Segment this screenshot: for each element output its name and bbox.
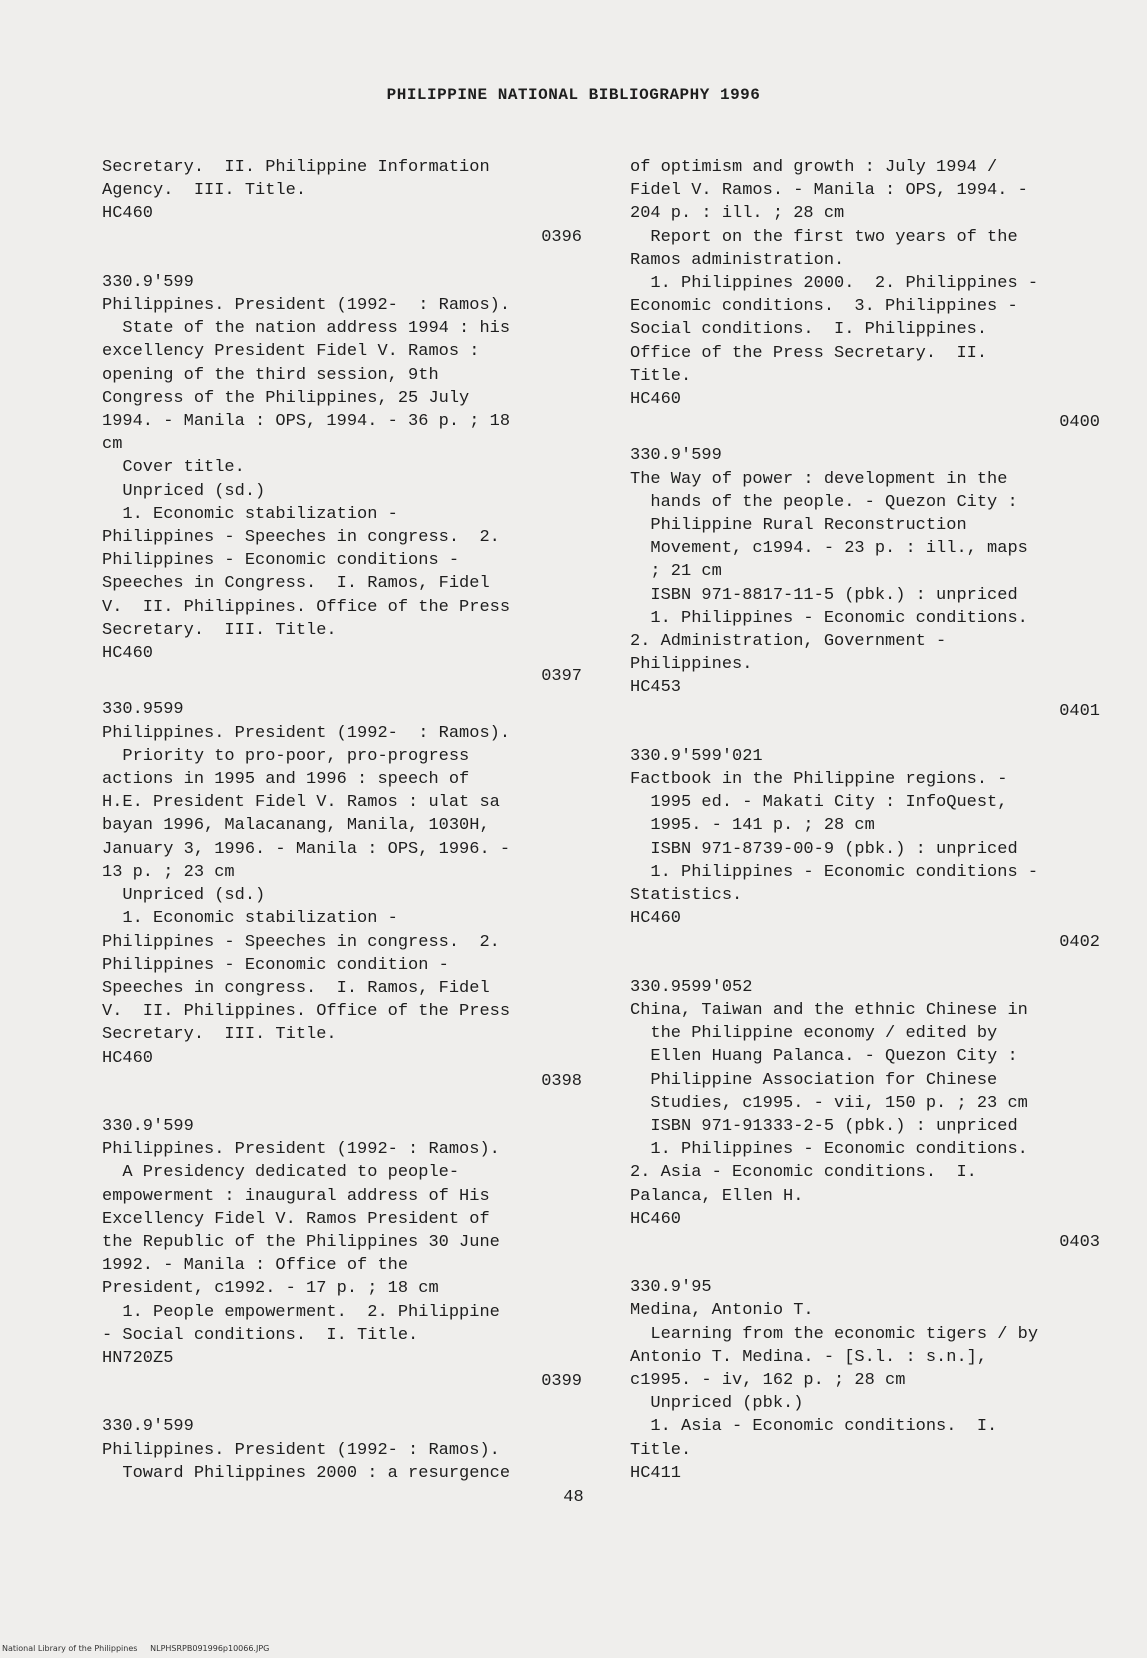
text-line: Congress of the Philippines, 25 July	[102, 388, 470, 408]
entry-continuation	[102, 156, 582, 249]
class-number: 330.9'95	[630, 1278, 712, 1298]
entry-number: 0403	[1059, 1232, 1100, 1252]
bib-entry	[630, 1276, 1100, 1485]
text-line: Secretary. II. Philippine Information	[102, 158, 490, 177]
text-line: HC411	[630, 1463, 682, 1483]
text-line: V. II. Philippines. Office of the Press	[102, 1002, 511, 1022]
bib-entry	[102, 271, 582, 689]
scan-footer: National Library of the Philippines NLPHSRPB091996p10066.JPG	[2, 1644, 270, 1653]
text-line: 1995 ed. - Makati City : InfoQuest,	[630, 793, 1008, 813]
text-line: of optimism and growth : July 1994 /	[630, 158, 998, 177]
text-line: Movement, c1994. - 23 p. : ill., maps	[630, 539, 1028, 559]
text-line: Economic conditions. 3. Philippines -	[630, 297, 1018, 317]
text-line: ISBN 971-8739-00-9 (pbk.) : unpriced	[630, 839, 1018, 859]
class-number: 330.9599'052	[630, 977, 753, 997]
text-line: Antonio T. Medina. - [S.l. : s.n.],	[630, 1347, 988, 1367]
entry-number: 0397	[541, 667, 582, 687]
text-line: - Social conditions. I. Title.	[102, 1325, 419, 1345]
text-line: President, c1992. - 17 p. ; 18 cm	[102, 1279, 439, 1299]
text-line: Excellency Fidel V. Ramos President of	[102, 1209, 490, 1229]
entry-number: 0401	[1059, 701, 1100, 721]
text-line: 1995. - 141 p. ; 28 cm	[630, 816, 875, 836]
text-line: Philippines. President (1992- : Ramos).	[102, 296, 511, 316]
text-line: Philippines - Speeches in congress. 2.	[102, 932, 500, 952]
class-number: 330.9599	[102, 700, 184, 720]
text-line: 1994. - Manila : OPS, 1994. - 36 p. ; 18	[102, 412, 511, 432]
text-line: 1. Asia - Economic conditions. I.	[630, 1417, 998, 1437]
text-line: HC460	[102, 644, 154, 664]
text-line: HC460	[102, 204, 154, 224]
text-line: ISBN 971-91333-2-5 (pbk.) : unpriced	[630, 1116, 1018, 1136]
text-line: Priority to pro-poor, pro-progress	[102, 746, 470, 766]
text-line: ; 21 cm	[630, 562, 722, 582]
text-line: 1. Philippines - Economic conditions.	[630, 608, 1028, 628]
text-line: hands of the people. - Quezon City :	[630, 492, 1018, 512]
page-header: PHILIPPINE NATIONAL BIBLIOGRAPHY 1996	[386, 86, 761, 104]
text-line: State of the nation address 1994 : his	[102, 319, 511, 339]
text-line: Learning from the economic tigers / by	[630, 1324, 1039, 1344]
text-line: 1. Philippines - Economic conditions -	[630, 862, 1039, 882]
text-line: Philippines.	[630, 655, 753, 675]
text-line: Office of the Press Secretary. II.	[630, 343, 988, 363]
text-line: Ellen Huang Palanca. - Quezon City :	[630, 1047, 1018, 1067]
text-line: 1. Economic stabilization -	[102, 909, 398, 929]
text-line: Title.	[630, 366, 692, 386]
text-line: Report on the first two years of the	[630, 227, 1018, 247]
text-line: Fidel V. Ramos. - Manila : OPS, 1994. -	[630, 181, 1028, 201]
text-line: Palanca, Ellen H.	[630, 1186, 804, 1206]
text-line: HN720Z5	[102, 1348, 174, 1368]
text-line: Secretary. III. Title.	[102, 1025, 337, 1045]
text-line: Unpriced (sd.)	[102, 481, 266, 501]
text-line: Unpriced (sd.)	[102, 886, 266, 906]
text-line: Unpriced (pbk.)	[630, 1394, 804, 1414]
class-number: 330.9'599'021	[630, 746, 763, 766]
text-line: 1. Economic stabilization -	[102, 504, 398, 524]
text-line: Social conditions. I. Philippines.	[630, 320, 988, 340]
text-line: bayan 1996, Malacanang, Manila, 1030H,	[102, 816, 490, 836]
text-line: Secretary. III. Title.	[102, 620, 337, 640]
page-number: 48	[563, 1488, 584, 1507]
text-line: ISBN 971-8817-11-5 (pbk.) : unpriced	[630, 585, 1018, 605]
text-line: Philippines. President (1992- : Ramos).	[102, 723, 511, 743]
text-line: Toward Philippines 2000 : a resurgence	[102, 1463, 511, 1483]
text-line: empowerment : inaugural address of His	[102, 1186, 490, 1206]
left-column	[102, 156, 582, 1485]
text-line: 1. People empowerment. 2. Philippine	[102, 1302, 500, 1322]
text-line: Title.	[630, 1440, 692, 1460]
text-line: excellency President Fidel V. Ramos :	[102, 342, 480, 362]
text-line: Philippines - Economic conditions -	[102, 551, 460, 571]
bib-entry	[102, 1115, 582, 1393]
text-line: Philippines - Speeches in congress. 2.	[102, 528, 500, 548]
class-number: 330.9'599	[630, 446, 722, 466]
text-line: Speeches in congress. I. Ramos, Fidel	[102, 978, 490, 998]
text-line: opening of the third session, 9th	[102, 365, 439, 385]
right-column	[630, 156, 1100, 1485]
text-line: China, Taiwan and the ethnic Chinese in	[630, 1000, 1028, 1020]
text-line: the Republic of the Philippines 30 June	[102, 1232, 500, 1252]
text-line: January 3, 1996. - Manila : OPS, 1996. -	[102, 839, 511, 859]
text-line: the Philippine economy / edited by	[630, 1024, 998, 1044]
text-line: actions in 1995 and 1996 : speech of	[102, 770, 470, 790]
text-line: cm	[102, 435, 123, 455]
text-line: Agency. III. Title.	[102, 181, 307, 201]
bib-entry	[630, 976, 1100, 1254]
text-line: Philippines. President (1992- : Ramos).	[102, 1440, 500, 1460]
text-line: Factbook in the Philippine regions. -	[630, 770, 1008, 790]
text-line: 2. Administration, Government -	[630, 632, 947, 652]
class-number: 330.9'599	[102, 272, 194, 292]
text-line: HC453	[630, 678, 682, 698]
entry-number: 0398	[541, 1071, 582, 1091]
entry-number: 0396	[541, 227, 582, 247]
text-line: Speeches in Congress. I. Ramos, Fidel	[102, 574, 490, 594]
text-line: A Presidency dedicated to people-	[102, 1163, 460, 1183]
entry-number: 0400	[1059, 413, 1100, 433]
text-line: Ramos administration.	[630, 250, 845, 270]
text-line: 204 p. : ill. ; 28 cm	[630, 204, 845, 224]
text-line: Medina, Antonio T.	[630, 1301, 814, 1321]
class-number: 330.9'599	[102, 1116, 194, 1136]
text-line: 1. Philippines - Economic conditions.	[630, 1140, 1028, 1160]
bib-entry	[102, 1415, 582, 1485]
text-line: Philippine Association for Chinese	[630, 1070, 998, 1090]
bib-entry	[630, 745, 1100, 954]
text-line: HC460	[630, 909, 682, 929]
text-line: 1992. - Manila : Office of the	[102, 1256, 409, 1276]
text-line: HC460	[102, 1048, 154, 1068]
text-line: HC460	[630, 1209, 682, 1229]
text-line: 1. Philippines 2000. 2. Philippines -	[630, 274, 1039, 294]
text-line: H.E. President Fidel V. Ramos : ulat sa	[102, 793, 500, 813]
text-line: Philippine Rural Reconstruction	[630, 516, 967, 536]
text-line: Studies, c1995. - vii, 150 p. ; 23 cm	[630, 1093, 1028, 1113]
text-line: Philippines. President (1992- : Ramos).	[102, 1140, 500, 1160]
text-line: HC460	[630, 390, 682, 410]
text-line: Philippines - Economic condition -	[102, 955, 449, 975]
entry-number: 0402	[1059, 932, 1100, 952]
text-line: 2. Asia - Economic conditions. I.	[630, 1163, 977, 1183]
bib-entry	[630, 444, 1100, 722]
text-line: Statistics.	[630, 886, 743, 906]
entry-number: 0399	[541, 1372, 582, 1392]
text-line: 13 p. ; 23 cm	[102, 862, 235, 882]
text-line: V. II. Philippines. Office of the Press	[102, 597, 511, 617]
entry-continuation	[630, 156, 1100, 434]
bib-entry	[102, 698, 582, 1092]
text-line: Cover title.	[102, 458, 245, 478]
class-number: 330.9'599	[102, 1417, 194, 1437]
text-line: The Way of power : development in the	[630, 469, 1008, 489]
text-line: c1995. - iv, 162 p. ; 28 cm	[630, 1370, 906, 1390]
